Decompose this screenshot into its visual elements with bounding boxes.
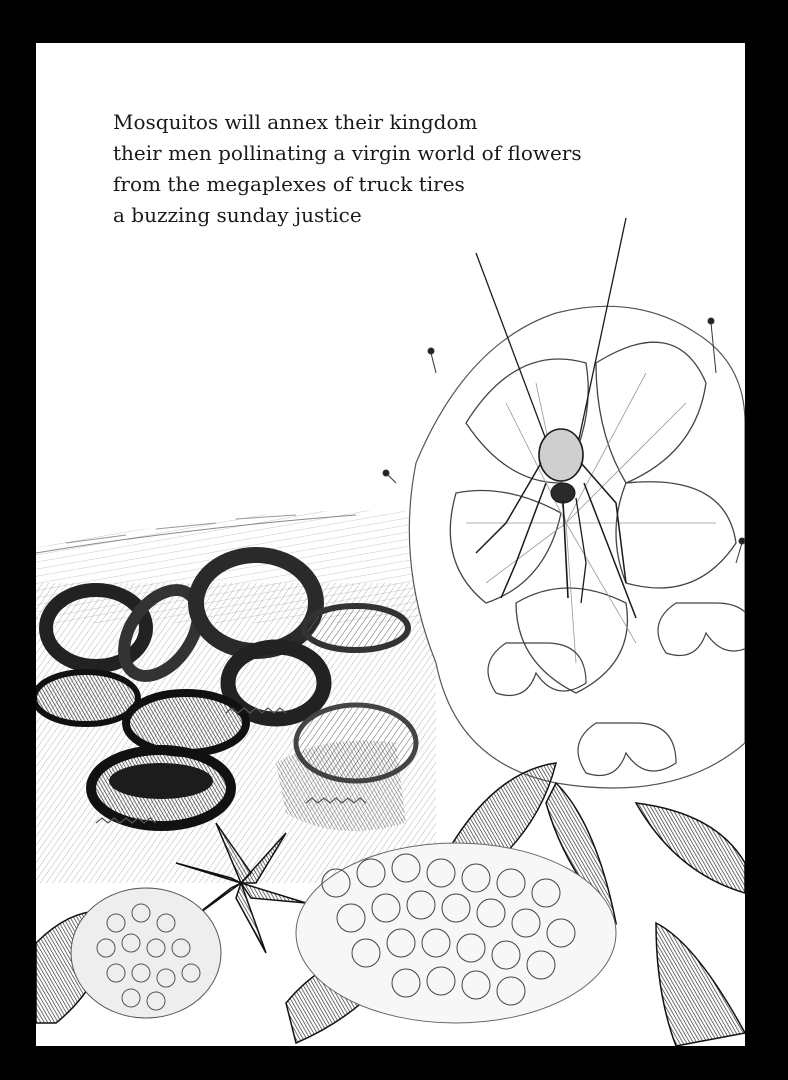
page-paper: [36, 43, 745, 1046]
flower-cluster-small-left: [71, 888, 221, 1018]
poem-text: [113, 107, 713, 231]
poem-line: from the megaplexes of truck tires: [113, 172, 465, 196]
tire-pile: [36, 555, 436, 883]
poem-line: their men pollinating a virgin world of flowers: [113, 141, 582, 165]
tire: [126, 693, 246, 753]
tire: [304, 606, 408, 650]
flower-cluster-large: [383, 306, 745, 788]
poem-line: Mosquitos will annex their kingdom: [113, 110, 478, 134]
tire: [36, 672, 138, 724]
poem-line: a buzzing sunday justice: [113, 203, 362, 227]
flower-cluster-small-center: [296, 843, 616, 1023]
